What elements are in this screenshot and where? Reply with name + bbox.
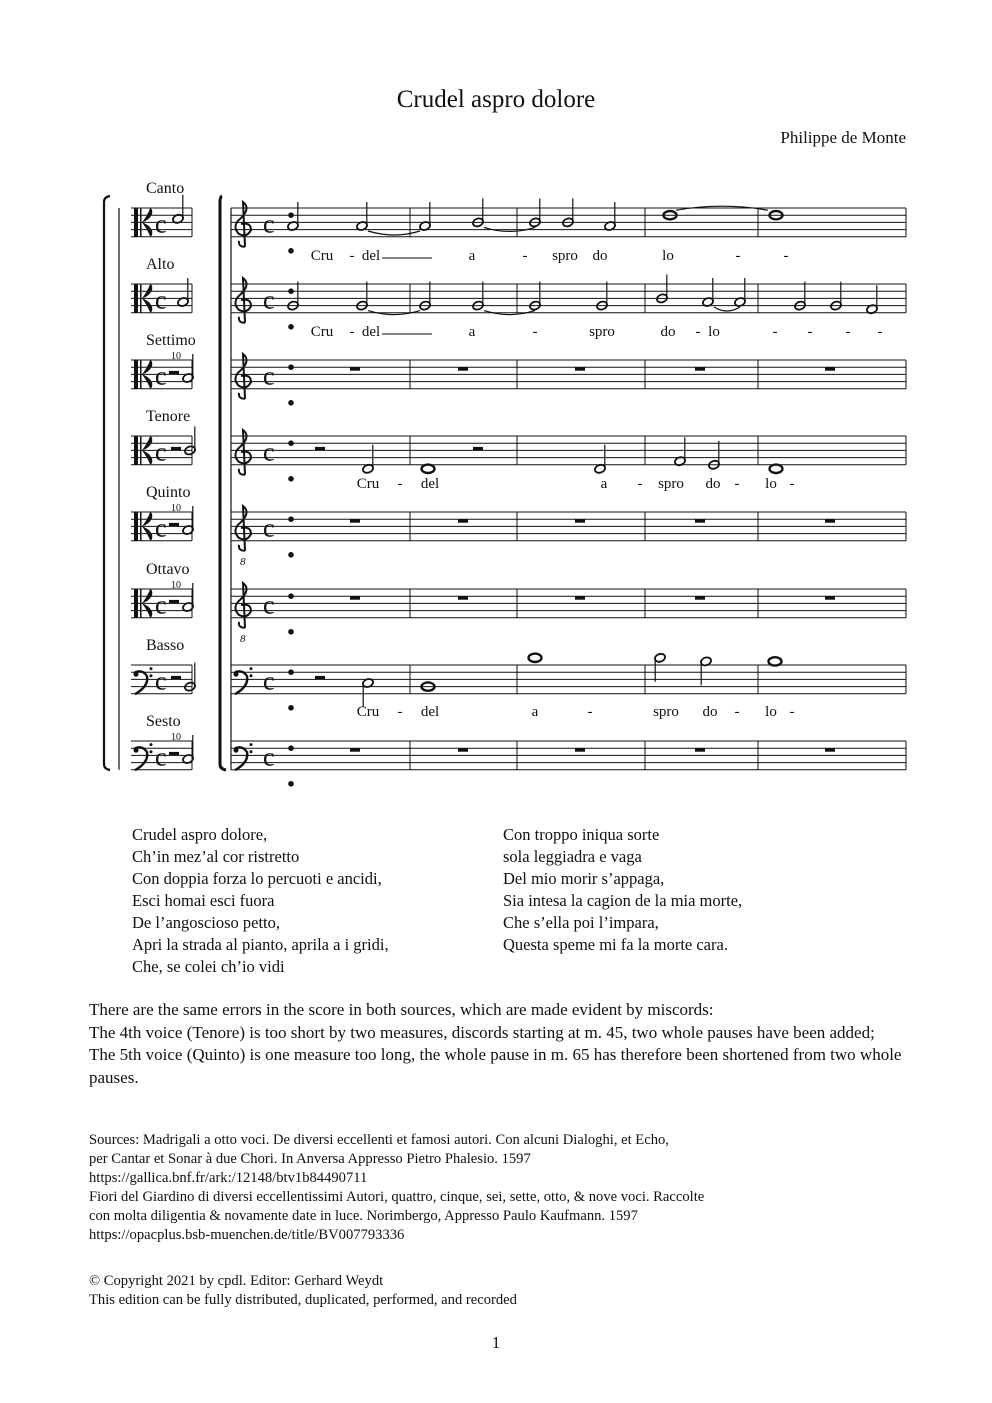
whole-rest — [695, 596, 705, 600]
poem-line: Che s’ella poi l’impara, — [503, 913, 659, 932]
voice-name: Basso — [146, 637, 185, 654]
half-rest — [171, 676, 181, 680]
poem-line: Crudel aspro dolore, — [132, 825, 268, 844]
time-signature: c — [155, 361, 167, 391]
ambitus-note — [288, 669, 294, 675]
whole-rest — [825, 596, 835, 600]
poem-line: Esci homai esci fuora — [132, 891, 275, 910]
whole-rest — [458, 748, 468, 752]
ambitus-note — [288, 593, 294, 599]
ambitus-note — [288, 212, 294, 218]
lyric-syllable: del — [420, 476, 440, 492]
time-signature: c — [155, 590, 167, 620]
time-signature: c — [263, 742, 275, 772]
poem-line: Con troppo iniqua sorte — [503, 825, 660, 844]
c-clef-icon — [134, 284, 138, 313]
lyric-syllable: spro — [658, 476, 684, 492]
whole-rest — [458, 596, 468, 600]
whole-rest — [350, 367, 360, 371]
poem-line: Che, se colei ch’io vidi — [132, 957, 285, 976]
license-line: This edition can be fully distributed, duplicated, performed, and recorded — [89, 1292, 517, 1308]
half-rest — [315, 676, 325, 680]
treble-clef-icon — [235, 202, 251, 247]
ambitus-note — [288, 440, 294, 446]
whole-rest — [575, 367, 585, 371]
lyric-syllable: Cru — [356, 476, 380, 492]
ambitus-note — [288, 476, 294, 482]
whole-rest — [350, 748, 360, 752]
composer-name: Philippe de Monte — [780, 128, 906, 147]
time-signature: c — [155, 209, 167, 239]
clef-octave-mark: 8 — [240, 632, 246, 645]
half-rest — [169, 523, 179, 527]
editorial-notes — [89, 999, 909, 1089]
whole-note — [769, 657, 782, 665]
whole-rest — [695, 748, 705, 752]
poem-line: sola leggiadra e vaga — [503, 847, 642, 866]
time-signature: c — [263, 361, 275, 391]
poem-line: Sia intesa la cagion de la mia morte, — [503, 891, 743, 910]
whole-rest — [458, 367, 468, 371]
c-clef-icon — [134, 512, 138, 541]
whole-note — [770, 465, 783, 473]
lyric-syllable: spro — [653, 704, 679, 720]
ambitus-note — [288, 364, 294, 370]
ambitus-note — [288, 745, 294, 751]
f-clef-icon — [134, 748, 139, 753]
lyric-syllable: - — [734, 704, 740, 720]
f-clef-icon — [150, 750, 153, 753]
time-signature: c — [155, 513, 167, 543]
lyric-syllable: lo — [708, 324, 720, 340]
tie — [714, 307, 740, 311]
treble-clef-icon — [235, 430, 251, 475]
lyric-syllable: - — [532, 324, 538, 340]
lyric-syllable: - — [783, 248, 789, 264]
bass-clef-icon — [250, 743, 253, 746]
rest-count: 10 — [171, 580, 181, 591]
whole-rest — [458, 519, 468, 523]
page-number: 1 — [491, 1333, 501, 1352]
poem-column-right — [503, 824, 742, 956]
c-clef-icon — [134, 208, 138, 237]
f-clef-icon — [134, 672, 139, 677]
f-clef-icon — [150, 667, 153, 670]
bass-clef-icon — [234, 672, 239, 677]
lyric-syllable: del — [361, 248, 381, 264]
whole-rest — [350, 596, 360, 600]
lyric-syllable: - — [735, 248, 741, 264]
voice-name: Settimo — [146, 332, 196, 349]
lyric-syllable: lo — [765, 476, 777, 492]
lyric-syllable: - — [522, 248, 528, 264]
lyric-syllable: - — [349, 324, 355, 340]
ambitus-note — [288, 324, 294, 330]
treble-clef-icon — [235, 278, 251, 323]
note-paragraph: The 5th voice (Quinto) is one measure too long, the whole pause in m. 65 has therefore been shortened from two whole pauses. — [89, 1045, 902, 1087]
tie — [368, 231, 420, 235]
c-clef-icon — [140, 589, 142, 618]
whole-rest — [350, 519, 360, 523]
voice-name: Ottavo — [146, 561, 190, 578]
ambitus-note — [288, 781, 294, 787]
lyric-syllable: - — [877, 324, 883, 340]
lyric-syllable: spro — [552, 248, 578, 264]
poem-line: Con doppia forza lo percuoti e ancidi, — [132, 869, 382, 888]
time-signature: c — [263, 437, 275, 467]
poem-line: Del mio morir s’appaga, — [503, 869, 665, 888]
lyric-syllable: lo — [765, 704, 777, 720]
lyric-syllable: del — [420, 704, 440, 720]
voice-name: Quinto — [146, 484, 191, 501]
c-clef-icon — [134, 589, 138, 618]
ambitus-note — [288, 629, 294, 635]
lyric-syllable: Cru — [310, 248, 334, 264]
voice-name: Alto — [146, 256, 175, 273]
source-line: Fiori del Giardino di diversi eccellentissimi Autori, quattro, cinque, sei, sette, otto, & nove voci. Raccolte — [89, 1189, 705, 1205]
time-signature: c — [263, 209, 275, 239]
whole-rest — [575, 596, 585, 600]
f-clef-icon — [150, 674, 153, 677]
page-title: Crudel aspro dolore — [396, 86, 596, 113]
half-rest — [473, 447, 483, 451]
ambitus-note — [288, 516, 294, 522]
whole-rest — [575, 519, 585, 523]
half-rest — [169, 752, 179, 756]
voice-name: Canto — [146, 180, 185, 197]
whole-rest — [825, 519, 835, 523]
half-rest — [315, 447, 325, 451]
time-signature: c — [155, 742, 167, 772]
sources-block — [89, 1131, 919, 1245]
lyric-syllable: a — [531, 704, 539, 720]
poem-line: Ch’in mez’al cor ristretto — [132, 847, 300, 866]
lyric-syllable: - — [397, 476, 403, 492]
c-clef-icon — [140, 208, 142, 237]
time-signature: c — [263, 666, 275, 696]
lyric-syllable: - — [587, 704, 593, 720]
system-bracket — [104, 196, 110, 770]
whole-rest — [825, 748, 835, 752]
lyric-syllable: - — [845, 324, 851, 340]
treble-clef-icon — [235, 354, 251, 399]
source-link: https://opacplus.bsb-muenchen.de/title/BV007793336 — [89, 1227, 405, 1243]
treble-clef-icon — [235, 583, 251, 628]
bass-clef-icon — [250, 674, 253, 677]
lyric-syllable: - — [807, 324, 813, 340]
source-line: per Cantar et Sonar à due Chori. In Anversa Appresso Pietro Phalesio. 1597 — [89, 1151, 531, 1167]
rest-count: 10 — [171, 732, 181, 743]
ambitus-note — [288, 705, 294, 711]
copyright-block — [89, 1272, 517, 1310]
whole-note — [422, 465, 435, 473]
lyric-syllable: - — [789, 704, 795, 720]
time-signature: c — [155, 285, 167, 315]
c-clef-icon — [140, 360, 142, 389]
treble-clef-icon — [235, 506, 251, 551]
ambitus-note — [288, 248, 294, 254]
whole-rest — [575, 748, 585, 752]
lyric-syllable: - — [789, 476, 795, 492]
main-bracket — [220, 196, 226, 770]
whole-rest — [695, 367, 705, 371]
lyric-syllable: a — [468, 248, 476, 264]
whole-note — [529, 654, 542, 662]
clef-octave-mark: 8 — [240, 555, 246, 568]
lyric-syllable: a — [468, 324, 476, 340]
time-signature: c — [263, 513, 275, 543]
voice-name: Sesto — [146, 713, 181, 730]
bass-clef-icon — [250, 667, 253, 670]
bass-clef-icon — [234, 748, 239, 753]
source-line: Sources: Madrigali a otto voci. De diversi eccellenti et famosi autori. Con alcuni Dialoghi, et Echo, — [89, 1132, 669, 1148]
whole-rest — [695, 519, 705, 523]
poem-line: De l’angoscioso petto, — [132, 913, 281, 932]
lyric-syllable: - — [695, 324, 701, 340]
voice-name: Tenore — [146, 408, 191, 425]
lyric-syllable: Cru — [356, 704, 380, 720]
lyric-syllable: lo — [662, 248, 674, 264]
lyric-syllable: - — [397, 704, 403, 720]
note-paragraph: There are the same errors in the score in both sources, which are made evident by miscords: — [89, 1000, 714, 1019]
half-rest — [169, 600, 179, 604]
ambitus-note — [288, 288, 294, 294]
ambitus-note — [288, 552, 294, 558]
lyric-syllable: Cru — [310, 324, 334, 340]
f-clef-icon — [150, 743, 153, 746]
c-clef-icon — [140, 436, 142, 465]
rest-count: 10 — [171, 503, 181, 514]
poem-line: Questa speme mi fa la morte cara. — [503, 935, 728, 954]
time-signature: c — [263, 285, 275, 315]
lyric-syllable: do — [705, 476, 721, 492]
lyric-syllable: - — [734, 476, 740, 492]
time-signature: c — [263, 590, 275, 620]
c-clef-icon — [140, 512, 142, 541]
lyric-syllable: - — [349, 248, 355, 264]
poem-line: Apri la strada al pianto, aprila a i gridi, — [132, 935, 389, 954]
lyric-syllable: spro — [589, 324, 615, 340]
lyric-syllable: - — [772, 324, 778, 340]
time-signature: c — [155, 437, 167, 467]
lyric-syllable: a — [600, 476, 608, 492]
lyric-syllable: do — [592, 248, 608, 264]
source-link: https://gallica.bnf.fr/ark:/12148/btv1b84490711 — [89, 1170, 368, 1186]
time-signature: c — [155, 666, 167, 696]
c-clef-icon — [134, 436, 138, 465]
c-clef-icon — [134, 360, 138, 389]
half-rest — [171, 447, 181, 451]
ambitus-note — [288, 400, 294, 406]
lyric-syllable: - — [637, 476, 643, 492]
lyric-syllable: do — [702, 704, 718, 720]
bass-clef-icon — [250, 750, 253, 753]
note-paragraph: The 4th voice (Tenore) is too short by two measures, discords starting at m. 45, two whole pauses have been added; — [89, 1022, 875, 1042]
c-clef-icon — [140, 284, 142, 313]
lyric-syllable: del — [361, 324, 381, 340]
copyright-line: © Copyright 2021 by cpdl. Editor: Gerhard Weydt — [89, 1273, 384, 1289]
source-line: con molta diligentia & novamente date in luce. Norimbergo, Appresso Paulo Kaufmann. 1597 — [89, 1208, 638, 1224]
lyric-syllable: do — [660, 324, 676, 340]
half-rest — [169, 371, 179, 375]
rest-count: 10 — [171, 351, 181, 362]
poem-column-left — [132, 824, 389, 978]
whole-rest — [825, 367, 835, 371]
